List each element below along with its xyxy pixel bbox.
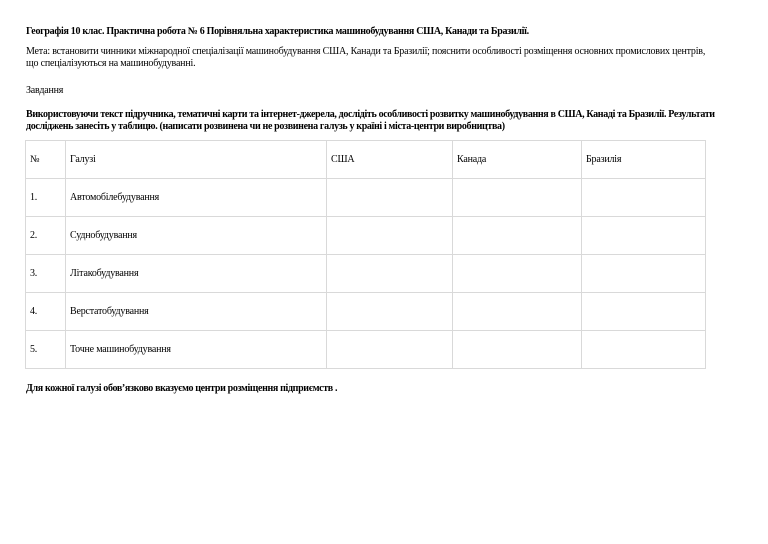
header-canada: Канада xyxy=(453,141,582,179)
cell-usa xyxy=(327,331,453,369)
cell-brazil xyxy=(582,255,706,293)
comparison-table xyxy=(25,140,706,369)
row-number: 1. xyxy=(26,179,66,217)
header-branch: Галузі xyxy=(66,141,327,179)
row-branch: Літакобудування xyxy=(66,255,327,293)
footer-note: Для кожної галузі обов’язково вказуємо центри розміщення підприємств . xyxy=(26,383,338,394)
row-number: 4. xyxy=(26,293,66,331)
row-branch: Верстатобудування xyxy=(66,293,327,331)
header-brazil: Бразилія xyxy=(582,141,706,179)
header-usa: США xyxy=(327,141,453,179)
row-branch: Точне машинобудування xyxy=(66,331,327,369)
row-number: 2. xyxy=(26,217,66,255)
cell-brazil xyxy=(582,293,706,331)
table-row xyxy=(26,293,706,331)
cell-usa xyxy=(327,293,453,331)
goal-paragraph: Мета: встановити чинники міжнародної спеціалізації машинобудування США, Канади та Бразилії; пояснити особливості розміщення основних промислових центрів, що спеціалізуються на машинобудуванні. xyxy=(26,46,706,69)
header-number: № xyxy=(26,141,66,179)
cell-brazil xyxy=(582,217,706,255)
task-heading: Завдання xyxy=(26,85,64,96)
cell-canada xyxy=(453,331,582,369)
table-header-row xyxy=(26,141,706,179)
cell-canada xyxy=(453,293,582,331)
cell-usa xyxy=(327,179,453,217)
cell-canada xyxy=(453,217,582,255)
cell-canada xyxy=(453,179,582,217)
row-number: 5. xyxy=(26,331,66,369)
table-row xyxy=(26,255,706,293)
row-number: 3. xyxy=(26,255,66,293)
cell-usa xyxy=(327,255,453,293)
document-title: Географія 10 клас. Практична робота № 6 Порівняльна характеристика машинобудування США, Канади та Бразилії. xyxy=(26,26,529,37)
cell-canada xyxy=(453,255,582,293)
task-instruction: Використовуючи текст підручника, тематичні карти та інтернет-джерела, дослідіть особливості розвитку машинобудування в США, Канаді та Бразилії. Результати досліджень занесіть у таблицю. (написати розвинена чи не розвинена галузь у країні і міста-центри виробництва) xyxy=(26,109,715,132)
table-row xyxy=(26,217,706,255)
cell-brazil xyxy=(582,331,706,369)
table-row xyxy=(26,179,706,217)
cell-usa xyxy=(327,217,453,255)
table-row xyxy=(26,331,706,369)
row-branch: Суднобудування xyxy=(66,217,327,255)
row-branch: Автомобілебудування xyxy=(66,179,327,217)
cell-brazil xyxy=(582,179,706,217)
